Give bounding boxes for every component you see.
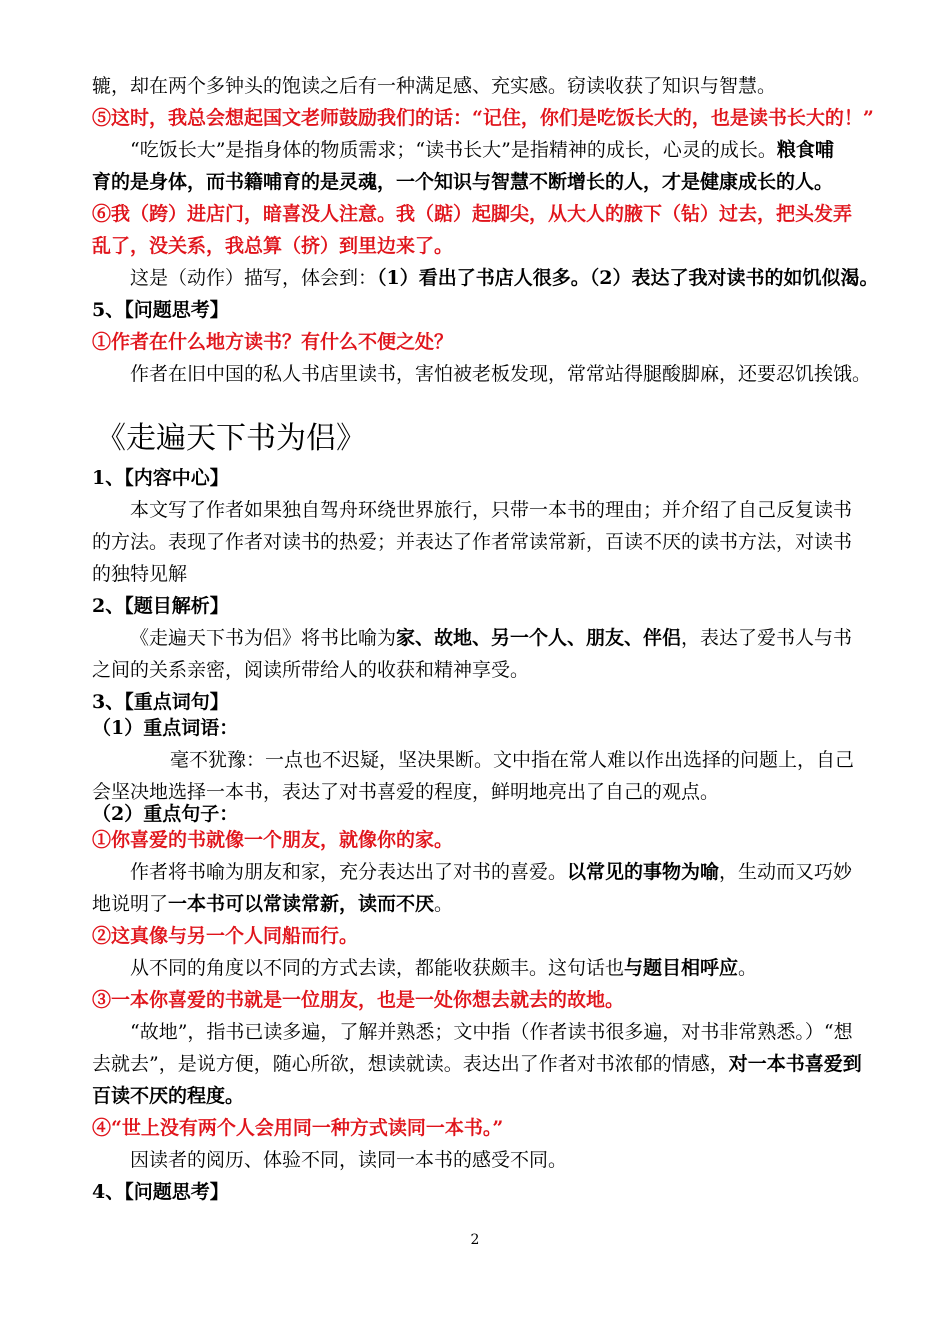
text-run: 。 (434, 893, 454, 915)
text-run: ，表达了爱书人与书 (681, 627, 853, 649)
text-line (92, 262, 879, 294)
text-run: “故地”，指书已读多遍，了解并熟悉；文中指（作者读书很多遍，对书非常熟悉。）“想 (130, 1021, 853, 1043)
text-run: “吃饭长大”是指身体的物质需求；“读书长大”是指精神的成长，心灵的成长。 (130, 139, 777, 161)
text-line (92, 358, 872, 390)
text-line (92, 920, 872, 952)
text-run: 的独特见解 (92, 563, 188, 585)
text-line (92, 70, 872, 102)
text-line (92, 134, 872, 166)
text-line (92, 984, 872, 1016)
text-line (92, 294, 872, 326)
text-run: ③一本你喜爱的书就是一位朋友，也是一处你想去就去的故地。 (92, 989, 625, 1011)
text-line (92, 1176, 872, 1208)
text-run: 1、【内容中心】 (92, 467, 229, 489)
text-line (92, 654, 872, 686)
text-line (92, 1048, 872, 1080)
text-run: ①你喜爱的书就像一个朋友，就像你的家。 (92, 829, 454, 851)
text-run: 2、【题目解析】 (92, 595, 229, 617)
text-run: ②这真像与另一个人同船而行。 (92, 925, 359, 947)
section-title: 《走遍天下书为侣》 (96, 421, 366, 456)
text-line (92, 1144, 872, 1176)
text-line (92, 1112, 872, 1144)
text-run: 去就去”，是说方便，随心所欲，想读就读。表达出了作者对书浓郁的情感， (92, 1053, 729, 1075)
text-run: 家、故地、另一个人、朋友、伴侣 (396, 627, 682, 649)
text-run: 粮食哺 (776, 139, 834, 161)
text-run: ①作者在什么地方读书？有什么不便之处？ (92, 331, 454, 353)
text-line (92, 230, 872, 262)
text-run: 与题目相呼应 (624, 957, 739, 979)
text-run: 一本书可以常读常新，读而不厌 (168, 893, 435, 915)
text-run: 。 (738, 957, 758, 979)
text-line (92, 824, 872, 856)
text-run: 育的是身体，而书籍哺育的是灵魂，一个知识与智慧不断增长的人，才是健康成长的人。 (92, 171, 834, 193)
text-run: （2）重点句子： (92, 803, 239, 825)
text-run: 以常见的事物为喻 (567, 861, 720, 883)
text-run: （1）看出了书店人很多。（2）表达了我对读书的如饥似渴。 (377, 267, 879, 289)
text-line (92, 166, 872, 198)
text-line (92, 1016, 872, 1048)
text-run: 这是（动作）描写，体会到： (130, 267, 378, 289)
text-line (92, 462, 872, 494)
text-run: ④“世上没有两个人会用同一种方式读同一本书。” (92, 1117, 504, 1139)
text-line (92, 622, 872, 654)
text-run: ，生动而又巧妙 (719, 861, 853, 883)
text-line (92, 494, 872, 526)
text-run: 的方法。表现了作者对读书的热爱；并表达了作者常读常新，百读不厌的读书方法，对读书 (92, 531, 853, 553)
text-run: 会坚决地选择一本书，表达了对书喜爱的程度，鲜明地亮出了自己的观点。 (92, 781, 720, 803)
text-run: 之间的关系亲密，阅读所带给人的收获和精神享受。 (92, 659, 530, 681)
text-run: 辘，却在两个多钟头的饱读之后有一种满足感、充实感。窃读收获了知识与智慧。 (92, 75, 777, 97)
text-run: 毫不犹豫：一点也不迟疑，坚决果断。文中指在常人难以作出选择的问题上，自己 (170, 749, 855, 771)
text-line (92, 326, 872, 358)
text-run: 百读不厌的程度。 (92, 1085, 245, 1107)
text-run: 作者在旧中国的私人书店里读书，害怕被老板发现，常常站得腿酸脚麻，还要忍饥挨饿。 (130, 363, 872, 385)
text-run: 乱了，没关系，我总算（挤）到里边来了。 (92, 235, 454, 257)
text-line (92, 888, 872, 920)
page-number: 2 (470, 1232, 480, 1248)
text-line (92, 952, 872, 984)
text-run: 4、【问题思考】 (92, 1181, 229, 1203)
text-run: ⑤这时，我总会想起国文老师鼓励我们的话：“记住，你们是吃饭长大的，也是读书长大的！” (92, 107, 874, 129)
text-run: 地说明了 (92, 893, 169, 915)
text-run: 5、【问题思考】 (92, 299, 229, 321)
text-run: ⑥我（跨）进店门，暗喜没人注意。我（踮）起脚尖，从大人的腋下（钻）过去，把头发弄 (92, 203, 853, 225)
text-line (92, 856, 872, 888)
text-run: 因读者的阅历、体验不同，读同一本书的感受不同。 (130, 1149, 568, 1171)
text-line (92, 1080, 872, 1112)
text-line (92, 558, 872, 590)
text-line (92, 102, 872, 134)
text-line (92, 590, 872, 622)
text-run: （1）重点词语： (92, 717, 239, 739)
text-line (92, 712, 872, 744)
text-run: 作者将书喻为朋友和家，充分表达出了对书的喜爱。 (130, 861, 568, 883)
text-line (92, 526, 872, 558)
text-line (92, 198, 872, 230)
text-run: 对一本书喜爱到 (728, 1053, 862, 1075)
text-run: 《走遍天下书为侣》将书比喻为 (130, 627, 397, 649)
text-run: 从不同的角度以不同的方式去读，都能收获颇丰。这句话也 (130, 957, 625, 979)
text-line (92, 744, 872, 776)
text-run: 3、【重点词句】 (92, 691, 229, 713)
text-run: 本文写了作者如果独自驾舟环绕世界旅行，只带一本书的理由；并介绍了自己反复读书 (130, 499, 853, 521)
